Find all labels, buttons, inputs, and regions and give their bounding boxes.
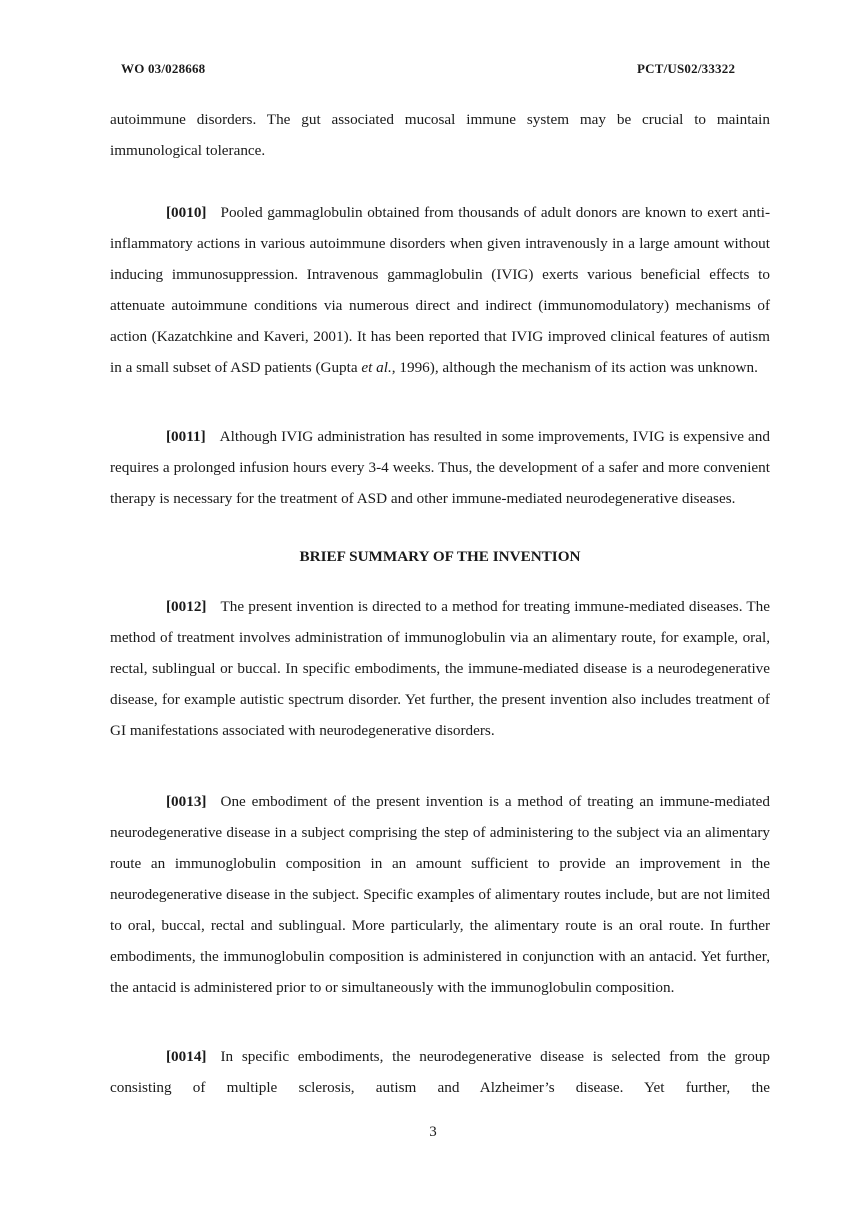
paragraph-text: Although IVIG administration has resulted in some improvements, IVIG is expensive and requires a prolonged infusion hours every 3-4 weeks. Thus, the development of a safer and more convenient therapy is necessary for the treatment of ASD and other immune-mediated neurodegenerative diseases. [110,428,770,507]
paragraph-0012 [110,591,770,746]
continuation-paragraph [110,104,770,166]
paragraph-number: [0013] [166,793,207,810]
paragraph-number: [0014] [166,1048,207,1065]
paragraph-0011 [110,421,770,514]
paragraph-text-end: , 1996), although the mechanism of its action was unknown. [391,359,758,376]
publication-number: WO 03/028668 [121,61,206,76]
paragraph-text: The present invention is directed to a method for treating immune-mediated diseases. The method of treatment involves administration of immunoglobulin via an alimentary route, for example, oral, rectal, sublingual or buccal. In specific embodiments, the immune-mediated disease is a neurodegenerative disease, for example autistic spectrum disorder. Yet further, the present invention also includes treatment of GI manifestations associated with neurodegenerative disorders. [110,598,770,739]
paragraph-0010 [110,197,770,383]
paragraph-number: [0011] [166,428,206,445]
paragraph-0014 [110,1041,770,1103]
paragraph-number: [0012] [166,598,207,615]
continuation-text: autoimmune disorders. The gut associated mucosal immune system may be crucial to maintain immunological tolerance. [110,111,770,159]
paragraph-number: [0010] [166,204,207,221]
application-number: PCT/US02/33322 [637,61,736,76]
paragraph-text: One embodiment of the present invention is a method of treating an immune-mediated neurodegenerative disease in a subject comprising the step of administering to the subject via an alimentary route an immunoglobulin composition in an amount sufficient to provide an improvement in the neurodegenerative disease in the subject. Specific examples of alimentary routes include, but are not limited to oral, buccal, rectal and sublingual. More particularly, the alimentary route is an oral route. In further embodiments, the immunoglobulin composition is administered in conjunction with an antacid. Yet further, the antacid is administered prior to or simultaneously with the immunoglobulin composition. [110,793,770,996]
section-heading: BRIEF SUMMARY OF THE INVENTION [299,548,581,565]
paragraph-0013 [110,786,770,1003]
italic-citation: et al. [361,359,392,376]
page-number: 3 [429,1124,437,1140]
paragraph-text: Pooled gammaglobulin obtained from thousands of adult donors are known to exert anti-inflammatory actions in various autoimmune disorders when given intravenously in a large amount without inducing immunosuppression. Intravenous gammaglobulin (IVIG) exerts various beneficial effects to attenuate autoimmune conditions via numerous direct and indirect (immunomodulatory) mechanisms of action (Kazatchkine and Kaveri, 2001). It has been reported that IVIG improved clinical features of autism in a small subset of ASD patients (Gupta [110,204,770,376]
paragraph-text: In specific embodiments, the neurodegenerative disease is selected from the group consisting of multiple sclerosis, autism and Alzheimer’s disease. Yet further, the [110,1048,770,1096]
